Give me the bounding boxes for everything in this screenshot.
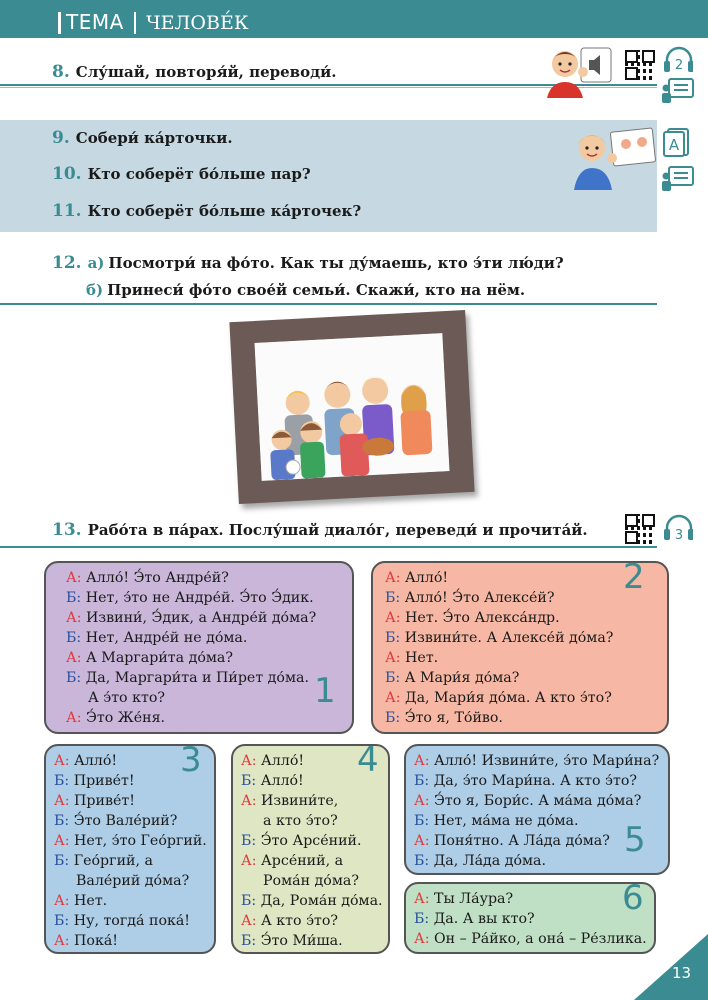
track-number: 3	[674, 528, 684, 542]
letter-card-letter: A	[668, 136, 680, 154]
line-text: Э́то Арсе́ний.	[260, 833, 362, 849]
speaker-label: Б:	[414, 853, 434, 869]
dialogue-line	[414, 751, 659, 771]
dialogue-line	[54, 811, 207, 831]
line-text: Алло́!	[74, 753, 118, 769]
speaker-label: Б:	[414, 813, 434, 829]
dialogue-line	[241, 891, 383, 911]
line-text: Да, Маргари́та и Пи́рет до́ма.	[85, 670, 309, 686]
dialogue-card-3	[44, 740, 216, 954]
speaker-label: Б:	[414, 911, 434, 927]
presentation-icon[interactable]	[661, 166, 695, 192]
task-9	[52, 128, 233, 148]
line-text: Нет, э́то не Андре́й. Э́то Э́дик.	[85, 590, 314, 606]
qr-code[interactable]	[625, 50, 655, 80]
line-text: Рома́н до́ма?	[263, 873, 359, 889]
speaker-label: Б:	[54, 913, 74, 929]
speaker-label: А:	[414, 891, 435, 907]
dialogue-line	[414, 771, 659, 791]
line-text: Вале́рий до́ма?	[76, 873, 190, 889]
line-text: А кто э́то?	[261, 913, 339, 929]
line-text: Да. А вы кто?	[433, 911, 535, 927]
line-text: Алло́!	[405, 570, 449, 586]
dialogue-line	[385, 648, 613, 668]
speaker-label: А:	[241, 793, 262, 809]
task-12b	[86, 281, 525, 299]
line-text: Нет.	[74, 893, 108, 909]
line-text: Нет. Э́то Алекса́ндр.	[405, 610, 560, 626]
family-photo-image	[255, 333, 450, 481]
dialogue-number: 3	[180, 740, 202, 780]
line-text: Э́то я, Бори́с. А ма́ма до́ма?	[434, 793, 642, 809]
dialogue-lines	[241, 740, 383, 951]
task-text: Рабо́та в па́рах. Послу́шай диало́г, переведи́ и прочита́й.	[87, 521, 588, 539]
speaker-label: Б:	[54, 853, 74, 869]
track-number: 2	[674, 58, 684, 73]
line-text: Гео́ргий, а	[73, 853, 153, 869]
dialogue-number: 2	[623, 557, 645, 597]
dialogue-lines	[54, 740, 207, 951]
task-12	[52, 253, 564, 273]
dialogue-line	[241, 811, 383, 831]
speaker-label: Б:	[414, 773, 434, 789]
task-subpoint: а)	[87, 254, 105, 272]
dialogue-line	[241, 851, 383, 871]
task-13	[52, 520, 588, 540]
line-text: Нет, Андре́й не до́ма.	[85, 630, 248, 646]
speaker-label: Б:	[241, 773, 261, 789]
line-text: Нет, э́то Гео́ргий.	[74, 833, 207, 849]
dialogue-line	[54, 851, 207, 871]
dialogue-line	[414, 851, 659, 871]
dialogue-number: 6	[622, 878, 644, 918]
speaker-label: А:	[385, 690, 406, 706]
speaker-label: Б:	[385, 670, 405, 686]
dialogue-line	[54, 871, 207, 891]
dialogue-line	[66, 608, 316, 628]
task-text: Кто соберёт бо́льше пар?	[87, 165, 311, 183]
speaker-label: А:	[241, 753, 262, 769]
task-number: 12.	[52, 253, 82, 273]
line-text: Алло́!	[260, 773, 304, 789]
divider-line	[0, 546, 657, 548]
line-text: Алло́! Э́то Андре́й?	[86, 570, 229, 586]
line-text: Алло́! Извини́те, э́то Мари́на?	[434, 753, 660, 769]
dialogue-line	[241, 831, 383, 851]
dialogue-line	[385, 668, 613, 688]
speaker-label: А:	[385, 650, 406, 666]
dialogue-line	[66, 668, 316, 688]
speaker-label: Б:	[385, 710, 405, 726]
dialogue-line	[241, 931, 383, 951]
dialogue-lines	[385, 568, 613, 728]
speaker-label: А:	[54, 833, 75, 849]
task-10	[52, 164, 311, 184]
speaker-label: А:	[414, 833, 435, 849]
dialogue-lines	[414, 751, 659, 871]
task-text: Принеси́ фо́то свое́й семьи́. Скажи́, кто на нём.	[107, 281, 526, 299]
speaker-label: А:	[385, 610, 406, 626]
task-subpoint: б)	[86, 281, 104, 299]
headphones-icon[interactable]	[663, 44, 693, 74]
line-text: Нет.	[405, 650, 439, 666]
headphones-icon[interactable]	[663, 512, 693, 542]
dialogue-line	[385, 608, 613, 628]
speaker-label: А:	[414, 753, 435, 769]
boy-with-cards-illustration	[568, 124, 658, 190]
speaker-label: А:	[66, 570, 87, 586]
dialogue-number: 5	[624, 820, 646, 860]
header-divider	[58, 12, 61, 34]
dialogue-line	[66, 568, 316, 588]
line-text: Он – Ра́йко, а она́ – Ре́злика.	[434, 931, 647, 947]
task-11	[52, 201, 361, 221]
dialogue-number: 1	[314, 671, 336, 711]
dialogue-line	[414, 909, 647, 929]
dialogue-line	[66, 708, 316, 728]
line-text: Алло́!	[261, 753, 305, 769]
dialogue-line	[54, 831, 207, 851]
line-text: Поня́тно. А Ла́да до́ма?	[434, 833, 610, 849]
line-text: А Маргари́та до́ма?	[86, 650, 233, 666]
dialogue-line	[385, 628, 613, 648]
dialogue-number: 4	[357, 740, 379, 780]
speaker-label: Б:	[66, 630, 86, 646]
line-text: Нет, ма́ма не до́ма.	[433, 813, 579, 829]
line-text: Алло́! Э́то Алексе́й?	[404, 590, 555, 606]
speaker-label: А:	[241, 853, 262, 869]
dialogue-card-1	[44, 561, 354, 734]
dialogue-line	[414, 929, 647, 949]
task-number: 10.	[52, 164, 82, 184]
speaker-label: А:	[385, 570, 406, 586]
dialogue-line	[241, 911, 383, 931]
dialogue-line	[385, 708, 613, 728]
speaker-label: Б:	[241, 893, 261, 909]
dialogue-line	[66, 688, 316, 708]
line-text: Да, Мари́я до́ма. А кто э́то?	[405, 690, 612, 706]
dialogue-line	[54, 891, 207, 911]
speaker-label: Б:	[66, 670, 86, 686]
boy-with-speaker-illustration	[543, 42, 615, 98]
task-8	[52, 62, 336, 82]
speaker-label: Б:	[241, 933, 261, 949]
task-number: 11.	[52, 201, 82, 221]
task-text: Собери́ ка́рточки.	[75, 129, 233, 147]
dialogue-card-6	[404, 878, 656, 954]
speaker-label: А:	[66, 610, 87, 626]
page-corner	[634, 934, 708, 1000]
family-photo	[229, 310, 474, 504]
task-number: 8.	[52, 62, 70, 82]
dialogue-line	[385, 568, 613, 588]
line-text: Да, э́то Мари́на. А кто э́то?	[433, 773, 637, 789]
dialogue-card-4	[231, 740, 390, 954]
presentation-icon[interactable]	[661, 78, 695, 104]
dialogue-line	[241, 871, 383, 891]
divider-line	[0, 303, 657, 305]
line-text: Пока́!	[74, 933, 118, 949]
dialogue-line	[54, 911, 207, 931]
chapter-subject: ЧЕЛОВЕ́К	[146, 12, 249, 34]
line-text: Да, Рома́н до́ма.	[260, 893, 383, 909]
task-text: Посмотри́ на фо́то. Как ты ду́маешь, кто э́ти лю́ди?	[108, 254, 564, 272]
line-text: Ну, тогда́ пока́!	[73, 913, 191, 929]
line-text: а кто э́то?	[263, 813, 338, 829]
header-divider	[134, 12, 136, 34]
page-number: 13	[672, 964, 692, 982]
letter-card-icon[interactable]	[663, 128, 693, 158]
line-text: А Мари́я до́ма?	[404, 670, 520, 686]
speaker-label: А:	[54, 933, 75, 949]
dialogue-line	[54, 791, 207, 811]
dialogue-lines	[414, 878, 647, 949]
speaker-label: А:	[241, 913, 262, 929]
dialogue-lines	[66, 568, 316, 728]
dialogue-card-5	[404, 744, 670, 875]
dialogue-line	[241, 791, 383, 811]
dialogue-card-2	[371, 557, 669, 734]
line-text: Э́то Ми́ша.	[260, 933, 343, 949]
speaker-label: А:	[54, 793, 75, 809]
speaker-label: Б:	[385, 590, 405, 606]
dialogue-line	[414, 811, 659, 831]
line-text: Арсе́ний, а	[261, 853, 344, 869]
speaker-label: Б:	[385, 630, 405, 646]
speaker-label: Б:	[54, 773, 74, 789]
line-text: Э́то я, То́йво.	[404, 710, 503, 726]
speaker-label: А:	[66, 710, 87, 726]
dialogue-line	[54, 931, 207, 951]
dialogue-line	[66, 588, 316, 608]
theme-label: ТЕМА	[66, 10, 124, 34]
qr-code[interactable]	[625, 514, 655, 544]
line-text: Да, Ла́да до́ма.	[433, 853, 547, 869]
line-text: Ты Ла́ура?	[434, 891, 514, 907]
task-text: Кто соберёт бо́льше ка́рточек?	[87, 202, 362, 220]
task-text: Слу́шай, повторя́й, переводи́.	[75, 63, 337, 81]
line-text: Приве́т!	[74, 793, 135, 809]
line-text: Извини́те,	[261, 793, 339, 809]
speaker-label: А:	[54, 893, 75, 909]
speaker-label: Б:	[66, 590, 86, 606]
dialogue-line	[385, 588, 613, 608]
task-number: 13.	[52, 520, 82, 540]
speaker-label: Б:	[241, 833, 261, 849]
chapter-header	[0, 0, 708, 38]
dialogue-line	[385, 688, 613, 708]
speaker-label: Б:	[54, 813, 74, 829]
dialogue-line	[414, 878, 647, 918]
dialogue-line	[66, 648, 316, 668]
line-text: Извини́те. А Алексе́й до́ма?	[404, 630, 614, 646]
line-text: Извини́, Э́дик, а Андре́й до́ма?	[86, 610, 317, 626]
line-text: А э́то кто?	[88, 690, 165, 706]
speaker-label: А:	[54, 753, 75, 769]
speaker-label: А:	[414, 793, 435, 809]
line-text: Э́то Же́ня.	[86, 710, 166, 726]
line-text: Э́то Вале́рий?	[73, 813, 178, 829]
dialogue-line	[66, 628, 316, 648]
speaker-label: А:	[66, 650, 87, 666]
line-text: Приве́т!	[73, 773, 135, 789]
task-number: 9.	[52, 128, 70, 148]
dialogue-line	[414, 791, 659, 811]
speaker-label: А:	[414, 931, 435, 947]
